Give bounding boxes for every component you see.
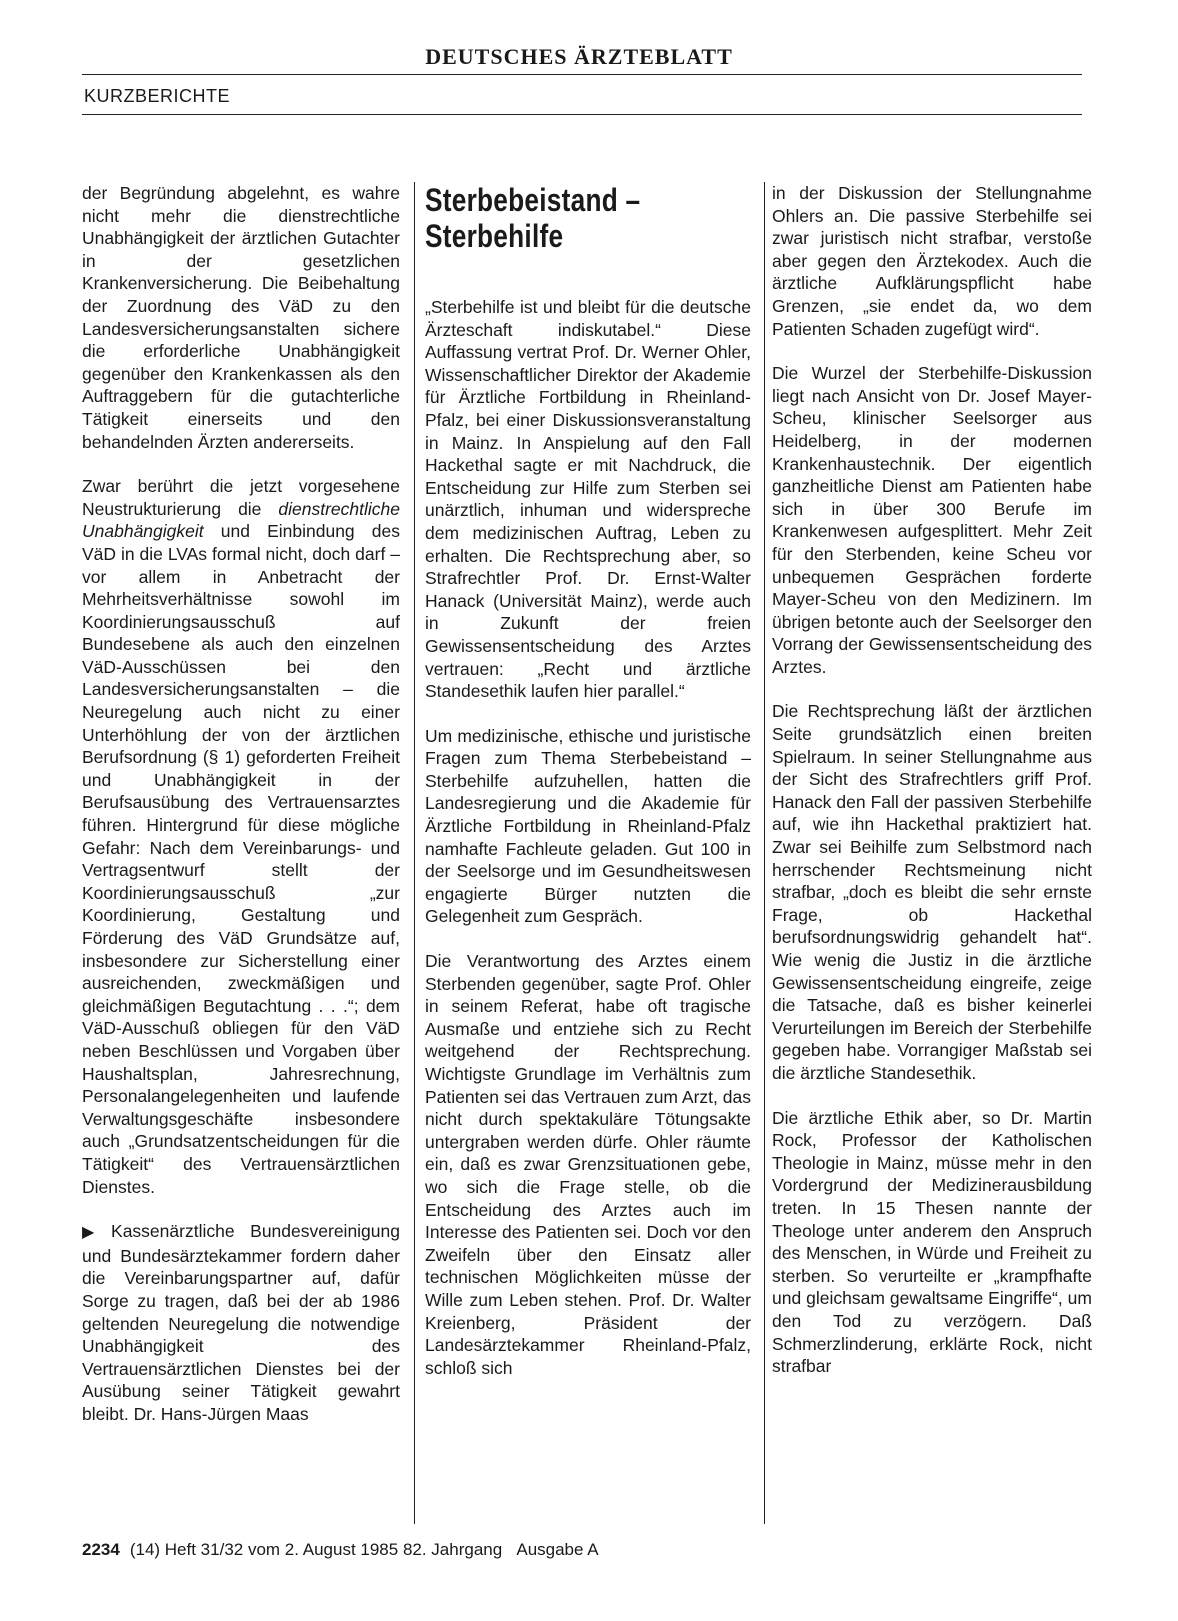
masthead: DEUTSCHES ÄRZTEBLATT: [425, 44, 733, 69]
paragraph: Um medizinische, ethische und juristische Fragen zum Thema Sterbebeistand – Sterbehilfe aufzuhellen, hatten die Landesregierung und die Akademie für Ärztliche Fortbildung in Rheinland-Pfalz namhafte Fachleute geladen. Gut 100 in der Seelsorge und im Gesundheitswesen engagierte Bürger nutzten die Gelegenheit zum Gespräch.: [425, 725, 751, 927]
paragraph: Die Rechtsprechung läßt der ärztlichen Seite grundsätzlich einen breiten Spielraum. In seiner Stellungnahme aus der Sicht des Strafrechtlers griff Prof. Hanack den Fall der passiven Sterbehilfe auf, wie ihn Hackethal praktiziert hat. Zwar sei Beihilfe zum Selbstmord nach herrschender Rechtsmeinung nicht strafbar, „doch es bleibt die sehr ernste Frage, ob Hackethal berufsordnungswidrig gehandelt hat“. Wie wenig die Justiz in die ärztliche Gewissensentscheidung eingreife, zeige die Tatsache, daß es bisher keinerlei Verurteilungen im Bereich der Sterbehilfe gegeben habe. Vorrangiger Maßstab sei die ärztliche Standesethik.: [772, 701, 1092, 1083]
paragraph-text: und Einbindung des VäD in die LVAs formal nicht, doch darf – vor allem in Anbetracht der Mehrheitsverhältnisse sowohl im Koordinierungsausschuß auf Bundesebene als auch den einzelnen VäD-Ausschüssen bei den Landesversicherungsanstalten – die Neuregelung auch nicht zu einer Unterhöhlung der von der ärztlichen Berufsordnung (§ 1) geforderten Freiheit und Unabhängigkeit in der Berufsausübung des Vertrauensarztes führen. Hintergrund für diese mögliche Gefahr: Nach dem Vereinbarungs- und Vertragsentwurf stellt der Koordinierungsausschuß „zur Koordinierung, Gestaltung und Förderung des VäD Grundsätze auf, insbesondere zur Sicherstellung einer ausreichenden, zweckmäßigen und gleichmäßigen Begutachtung . . .“; dem VäD-Ausschuß obliegen für den VäD neben Beschlüssen und Vorgaben über Haushaltsplan, Jahresrechnung, Personalangelegenheiten und laufende Verwaltungsgeschäfte insbesondere auch „Grundsatzentscheidungen für die Tätigkeit“ des Vertrauensärztlichen Dienstes.: [82, 521, 400, 1197]
column-divider: [414, 182, 415, 1524]
page-footer: [82, 1540, 599, 1560]
headline-line: Sterbehilfe: [425, 218, 564, 254]
paragraph: [82, 1220, 400, 1425]
paragraph-text: Zwar berührt die jetzt vorgesehene Neustrukturierung die: [82, 476, 400, 519]
edition-label: Ausgabe A: [516, 1540, 599, 1559]
column-2: [425, 182, 751, 1401]
arrow-icon: ▶: [82, 1224, 106, 1242]
page-number: 2234: [82, 1540, 120, 1559]
article-headline: [425, 182, 692, 254]
author-signature: Dr. Hans-Jürgen Maas: [133, 1403, 309, 1424]
emphasis-text: dienstrechtliche Unabhängigkeit: [82, 498, 400, 542]
issue-info: (14) Heft 31/32 vom 2. August 1985 82. Jahrgang: [129, 1540, 503, 1559]
paragraph: Die Verantwortung des Arztes einem Sterbenden gegenüber, sagte Prof. Ohler in seinem Referat, habe oft tragische Ausmaße und entziehe sich zu Recht weitgehend der Rechtsprechung. Wichtigste Grundlage im Verhältnis zum Patienten sei das Vertrauen zum Arzt, das nicht durch spektakuläre Tötungsakte untergraben werden dürfe. Ohler räumte ein, daß es zwar Grenzsituationen gebe, wo sich die Frage stelle, ob die Entscheidung des Arztes auch im Interesse des Patienten sei. Doch vor den Zweifeln über den Einsatz aller technischen Möglichkeiten müsse der Wille zum Leben stehen. Prof. Dr. Walter Kreienberg, Präsident der Landesärztekammer Rheinland-Pfalz, schloß sich: [425, 951, 751, 1378]
column-3: [772, 182, 1092, 1400]
section-rule: [82, 114, 1082, 115]
paragraph-text: Kassenärztliche Bundesvereinigung und Bundesärztekammer fordern daher die Vereinbarungspartner auf, dafür Sorge zu tragen, daß bei der ab 1986 geltenden Neuregelung die notwendige Unabhängigkeit des Vertrauensärztlichen Dienstes bei der Ausübung seiner Tätigkeit gewahrt bleibt.: [82, 1221, 400, 1424]
paragraph: „Sterbehilfe ist und bleibt für die deutsche Ärzteschaft indiskutabel.“ Diese Auffassung vertrat Prof. Dr. Werner Ohler, Wissenschaftlicher Direktor der Akademie für Ärztliche Fortbildung in Rheinland-Pfalz, bei einer Diskussionsveranstaltung in Mainz. In Anspielung auf den Fall Hackethal sagte er mit Nachdruck, die Entscheidung zur Hilfe zum Sterben sei unärztlich, inhuman und widerspreche dem medizinischen Auftrag, Leben zu erhalten. Die Rechtsprechung aber, so Strafrechtler Prof. Dr. Ernst-Walter Hanack (Universität Mainz), werde auch in Zukunft der freien Gewissensentscheidung des Arztes vertrauen: „Recht und ärztliche Standesethik laufen hier parallel.“: [425, 297, 751, 702]
column-divider: [764, 182, 765, 1524]
headline-line: Sterbebeistand –: [425, 182, 641, 218]
paragraph: in der Diskussion der Stellungnahme Ohlers an. Die passive Sterbehilfe sei zwar juristisch nicht strafbar, verstoße aber gegen den Ärztekodex. Auch die ärztliche Aufklärungspflicht habe Grenzen, „sie endet da, wo dem Patienten Schaden zugefügt wird“.: [772, 183, 1092, 339]
header-rule: [82, 74, 1082, 75]
paragraph: Die ärztliche Ethik aber, so Dr. Martin Rock, Professor der Katholischen Theologie in Mainz, müsse mehr in den Vordergrund der Medizinerausbildung treten. In 15 Thesen nannte der Theologe unter anderem den Anspruch des Menschen, in Würde und Freiheit zu sterben. So verurteilte er „krampfhafte und gleichsam gewaltsame Eingriffe“, um den Tod zu verzögern. Daß Schmerzlinderung, erklärte Rock, nicht strafbar: [772, 1107, 1092, 1377]
paragraph: [82, 475, 400, 1198]
paragraph: Die Wurzel der Sterbehilfe-Diskussion liegt nach Ansicht von Dr. Josef Mayer-Scheu, klinischer Seelsorger aus Heidelberg, in der modernen Krankenhaustechnik. Der eigentlich ganzheitliche Dienst am Patienten habe sich in über 300 Berufe im Krankenwesen aufgesplittert. Mehr Zeit für den Sterbenden, keine Scheu vor unbequemen Gesprächen forderte Mayer-Scheu von den Medizinern. Im übrigen betonte auch der Seelsorger den Vorrang der Gewissensentscheidung des Arztes.: [772, 363, 1092, 677]
paragraph: der Begründung abgelehnt, es wahre nicht mehr die dienstrechtliche Unabhängigkeit der ärztlichen Gutachter in der gesetzlichen Krankenversicherung. Die Beibehaltung der Zuordnung des VäD zu den Landesversicherungsanstalten sichere die erforderliche Unabhängigkeit gegenüber den Krankenkassen als den Auftraggebern für die gutachterliche Tätigkeit einerseits und den behandelnden Ärzten andererseits.: [82, 183, 400, 452]
column-1: [82, 182, 400, 1447]
section-label: KURZBERICHTE: [84, 86, 231, 106]
